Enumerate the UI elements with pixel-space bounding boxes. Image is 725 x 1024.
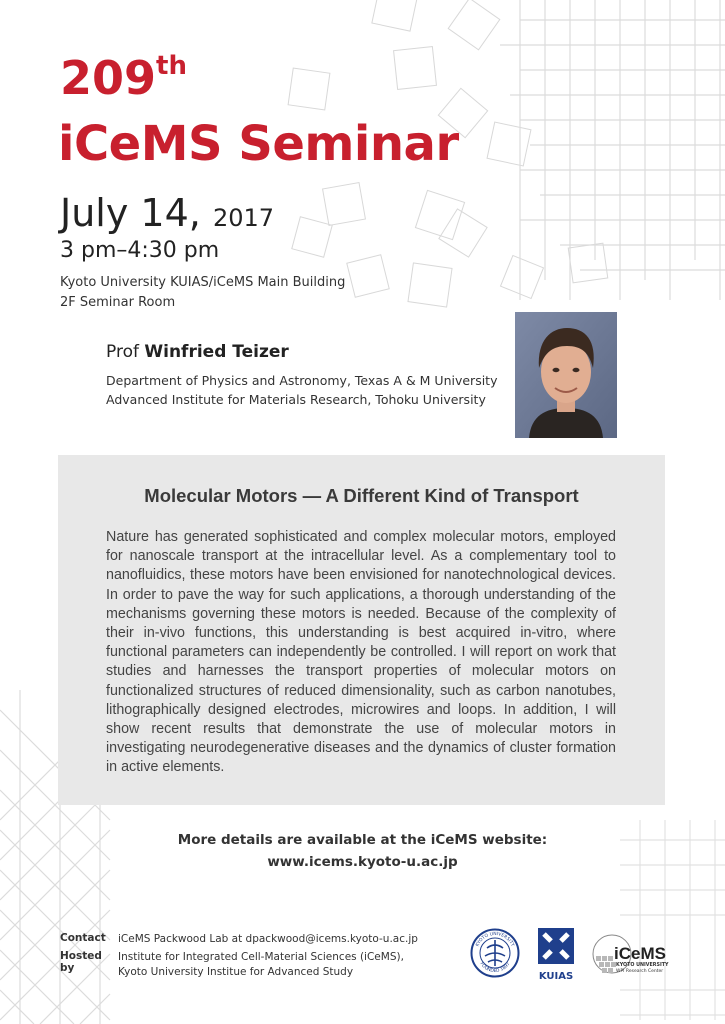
kyoto-logo-text-bottom: FOUNDED 1897 — [478, 961, 512, 975]
seminar-title: iCeMS Seminar — [58, 116, 459, 172]
icems-logo-sub-1: KYOTO UNIVERSITY — [616, 963, 669, 968]
icems-logo-sub-2: WPI Research Center — [616, 969, 664, 974]
icems-logo-text: iCeMS — [614, 944, 666, 963]
more-details-text: More details are available at the iCeMS website: — [177, 832, 548, 848]
contact-label: Contact — [60, 932, 106, 944]
hosted-label: Hosted by — [60, 950, 102, 974]
kyoto-university-logo — [470, 928, 520, 978]
speaker-prefix: Prof — [106, 342, 139, 362]
affiliation-1: Department of Physics and Astronomy, Texas A & M University — [106, 373, 498, 388]
date-main: July 14 — [60, 191, 189, 235]
speaker-photo — [515, 312, 617, 438]
seminar-number: 209th — [60, 51, 187, 105]
speaker-name — [106, 342, 289, 362]
kyoto-logo-text-top: KYOTO UNIVERSITY — [475, 931, 515, 948]
date-year: 2017 — [212, 204, 275, 232]
seminar-number-suffix: th — [156, 51, 187, 81]
hosted-value-2: Kyoto University Institue for Advanced Study — [118, 966, 354, 978]
website-link[interactable]: www.icems.kyoto-u.ac.jp — [267, 854, 458, 870]
seminar-time: 3 pm–4:30 pm — [60, 238, 220, 263]
seminar-venue — [60, 273, 345, 313]
grid-pattern-top-right — [500, 0, 725, 300]
icems-logo — [592, 928, 667, 980]
kuias-logo-text: KUIAS — [538, 971, 574, 982]
venue-line-1: Kyoto University KUIAS/iCeMS Main Building — [60, 275, 346, 290]
kuias-logo — [535, 928, 577, 980]
abstract-title: Molecular Motors — A Different Kind of Transport — [144, 485, 579, 506]
hosted-value-1: Institute for Integrated Cell-Material Sciences (iCeMS), — [118, 951, 404, 963]
speaker-full-name: Winfried Teizer — [144, 342, 289, 362]
contact-value[interactable]: iCeMS Packwood Lab at dpackwood@icems.kyoto-u.ac.jp — [118, 933, 418, 945]
more-details — [0, 829, 725, 873]
abstract-body: Nature has generated sophisticated and complex molecular motors, employed for nanoscale transport at the intracellular level. As a complementary tool to nanofluidics, these motors have been envisioned for nanotechnological devices. In order to pave the way for such applications, a thorough understanding of the mechanisms governing these motors is needed. Because of the complexity of their in-vivo functions, this understanding is best acquired in-vitro, where functional parameters can independently be controlled. I will report on work that studies and harnesses the transport properties of molecular motors on functionalized structures of reduced dimensionality, such as carbon nanotubes, lithographically designed electrodes, microwires and loops. In addition, I will show recent results that demonstrate the use of molecular motors in investigating neurodegenerative diseases and the dynamics of cluster formation in active elements. — [106, 529, 616, 776]
affiliation-2: Advanced Institute for Materials Research, Tohoku University — [106, 392, 486, 407]
venue-line-2: 2F Seminar Room — [60, 295, 176, 310]
speaker-affiliations — [106, 371, 497, 409]
seminar-date: July 14, 2017 — [60, 191, 275, 235]
